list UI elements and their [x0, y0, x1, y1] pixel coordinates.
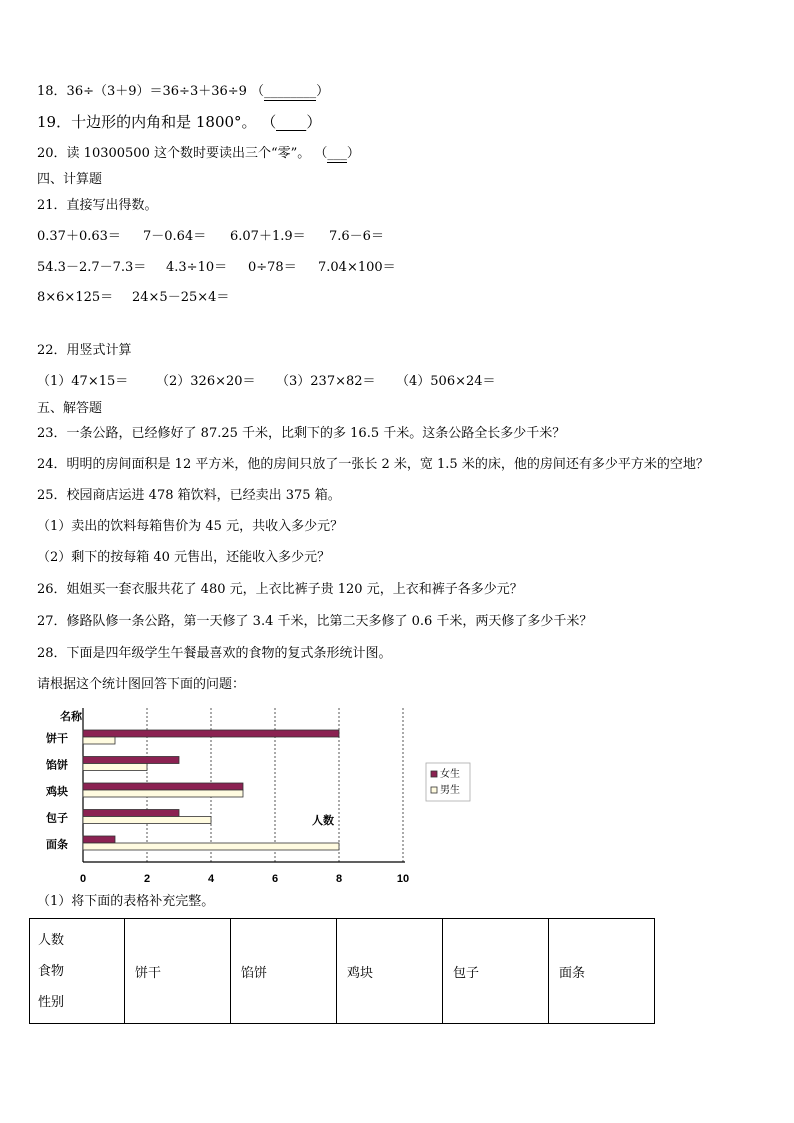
bar-female	[83, 810, 179, 817]
x-tick-label: 8	[335, 873, 343, 885]
answer-blank-19[interactable]: ____	[276, 113, 307, 131]
bar-male	[83, 790, 243, 797]
question-23: 23．一条公路，已经修好了 87.25 千米，比剩下的多 16.5 千米。这条公路全长多少千米？	[37, 426, 566, 441]
question-26: 26．姐姐买一套衣服共花了 480 元，上衣比裤子贵 120 元，上衣和裤子各多少元？	[37, 582, 523, 597]
question-28-title: 28．下面是四年级学生午餐最喜欢的食物的复式条形统计图。	[37, 646, 392, 661]
bar-chart	[37, 700, 477, 890]
question-25-part-2: （2）剩下的按每箱 40 元售出，还能收入多少元？	[37, 550, 331, 565]
vertical-calc-item: （1）47×15＝	[37, 374, 129, 389]
category-label: 面条	[46, 839, 68, 851]
table-header-cell	[30, 919, 125, 1024]
question-28-part-1: （1）将下面的表格补充完整。	[37, 894, 215, 909]
question-19: 19．十边形的内角和是 1800°。 （____）	[37, 113, 322, 131]
answer-blank-18[interactable]: ________	[264, 84, 317, 99]
question-20: 20．读 10300500 这个数时要读出三个“零”。 （___）	[37, 146, 360, 161]
table-row	[30, 919, 655, 1024]
calc-item: 7.04×100＝	[318, 260, 396, 275]
legend-label: 女生	[440, 769, 460, 780]
vertical-calc-item: （3）237×82＝	[276, 374, 376, 389]
calc-item: 0÷78＝	[248, 260, 297, 275]
vertical-calc-item: （2）326×20＝	[156, 374, 256, 389]
category-label: 馅饼	[46, 759, 68, 772]
answer-blank-20[interactable]: ___	[327, 146, 347, 161]
legend-swatch	[431, 787, 437, 793]
table-column-header: 饼干	[125, 919, 231, 1024]
question-21-title: 21．直接写出得数。	[37, 198, 158, 213]
question-27: 27．修路队修一条公路，第一天修了 3.4 千米，比第二天多修了 0.6 千米，两天修了多少千米？	[37, 614, 593, 629]
x-axis-title: 人数	[312, 815, 334, 827]
x-tick-label: 0	[79, 873, 87, 885]
legend-swatch	[431, 771, 437, 777]
x-tick-label: 2	[143, 873, 151, 885]
calc-item: 0.37＋0.63＝	[37, 229, 121, 244]
table-column-header: 馅饼	[231, 919, 337, 1024]
table-column-header: 包子	[443, 919, 549, 1024]
calc-item: 4.3÷10＝	[166, 260, 228, 275]
bar-male	[83, 764, 147, 771]
bar-female	[83, 836, 115, 843]
bar-male	[83, 843, 339, 850]
calc-item: 54.3－2.7－7.3＝	[37, 260, 147, 275]
section-4-heading: 四、计算题	[37, 172, 103, 187]
calc-item: 6.07＋1.9＝	[230, 229, 306, 244]
fill-in-table	[29, 918, 655, 1024]
question-18: 18．36÷（3＋9）＝36÷3＋36÷9 （________）	[37, 84, 330, 99]
question-28-prompt: 请根据这个统计图回答下面的问题：	[37, 677, 246, 692]
question-22-title: 22．用竖式计算	[37, 343, 132, 358]
calc-item: 7.6－6＝	[329, 229, 384, 244]
question-24: 24．明明的房间面积是 12 平方米，他的房间只放了一张长 2 米，宽 1.5 米的床，他的房间还有多少平方米的空地？	[37, 457, 709, 472]
calc-item: 7－0.64＝	[143, 229, 207, 244]
bar-female	[83, 730, 339, 737]
x-tick-label: 4	[207, 873, 215, 885]
x-tick-label: 6	[271, 873, 279, 885]
question-25-part-1: （1）卖出的饮料每箱售价为 45 元，共收入多少元？	[37, 519, 344, 534]
header-label-food: 食物	[38, 963, 65, 979]
calc-item: 8×6×125＝	[37, 290, 114, 305]
category-label: 饼干	[46, 733, 68, 745]
bar-female	[83, 783, 243, 790]
legend-label: 男生	[440, 785, 460, 796]
table-column-header: 面条	[549, 919, 655, 1024]
category-label: 鸡块	[46, 786, 68, 798]
vertical-calc-item: （4）506×24＝	[396, 374, 496, 389]
header-label-count: 人数	[38, 932, 65, 948]
question-25-title: 25．校园商店运进 478 箱饮料，已经卖出 375 箱。	[37, 488, 341, 503]
bar-female	[83, 757, 179, 764]
bar-male	[83, 737, 115, 744]
bar-male	[83, 817, 211, 824]
y-axis-title: 名称	[60, 711, 82, 723]
table-column-header: 鸡块	[337, 919, 443, 1024]
category-label: 包子	[46, 812, 68, 825]
section-5-heading: 五、解答题	[37, 401, 103, 416]
x-tick-label: 10	[396, 873, 410, 885]
header-label-gender: 性别	[38, 994, 65, 1010]
calc-item: 24×5－25×4＝	[132, 290, 230, 305]
